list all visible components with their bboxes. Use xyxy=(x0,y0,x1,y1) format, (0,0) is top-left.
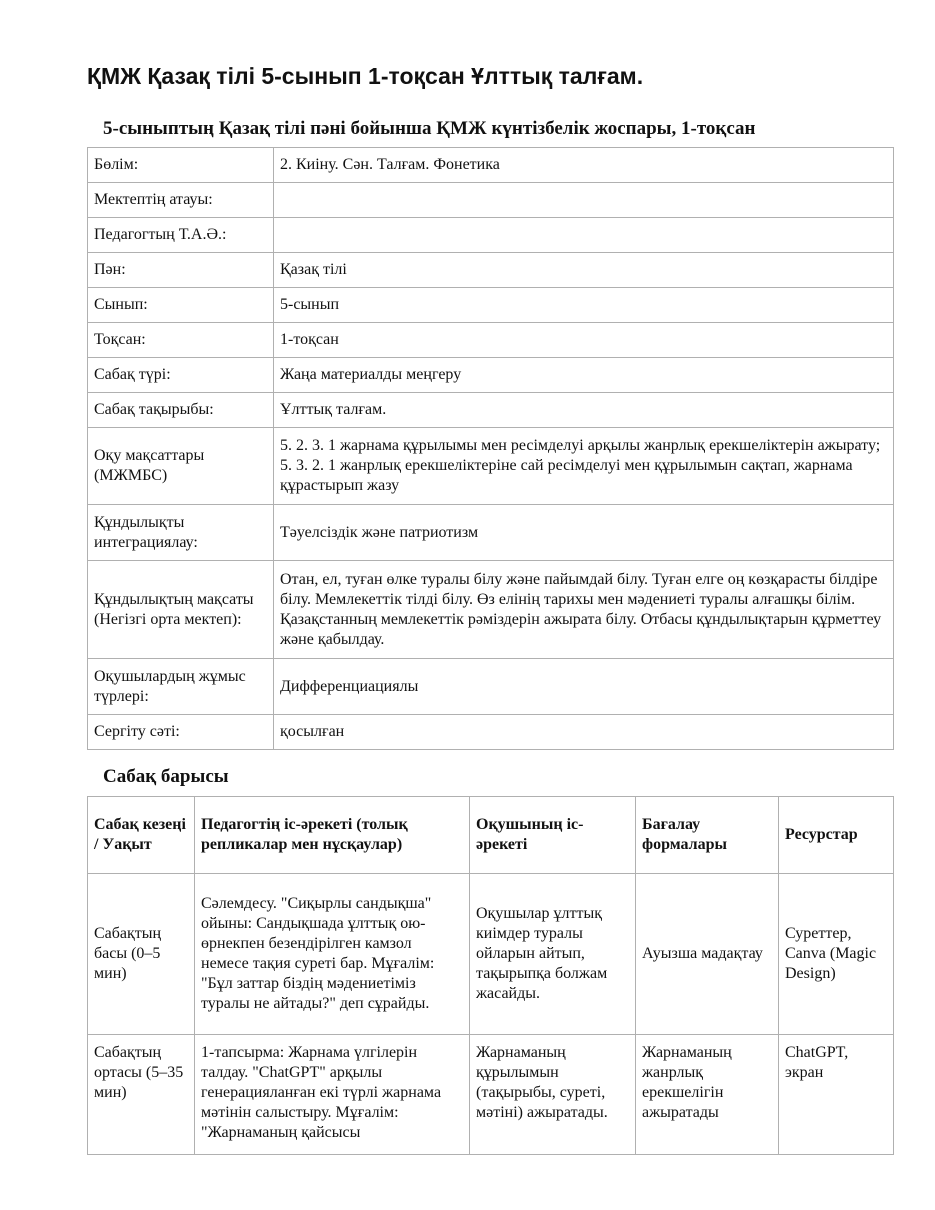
lesson-stage: Сабақтың ортасы (5–35 мин) xyxy=(88,1035,195,1155)
info-row xyxy=(88,148,894,183)
info-row xyxy=(88,393,894,428)
info-row xyxy=(88,253,894,288)
info-row xyxy=(88,358,894,393)
student-activity: Жарнаманың құрылымын (тақырыбы, суреті, мәтіні) ажыратады. xyxy=(470,1035,636,1155)
info-value: Қазақ тілі xyxy=(274,253,894,288)
assessment-form: Жарнаманың жанрлық ерекшелігін ажыратады xyxy=(636,1035,779,1155)
info-label: Оқу мақсаттары (МЖМБС) xyxy=(88,428,274,505)
info-row xyxy=(88,183,894,218)
info-value: 1-тоқсан xyxy=(274,323,894,358)
info-row xyxy=(88,659,894,715)
info-label: Сабақ түрі: xyxy=(88,358,274,393)
info-row xyxy=(88,505,894,561)
info-label: Мектептің атауы: xyxy=(88,183,274,218)
lesson-table xyxy=(87,796,894,1155)
info-label: Бөлім: xyxy=(88,148,274,183)
info-label: Сынып: xyxy=(88,288,274,323)
lesson-header-row xyxy=(88,797,894,874)
student-activity: Оқушылар ұлттық киімдер туралы ойларын айтып, тақырыпқа болжам жасайды. xyxy=(470,874,636,1035)
info-row xyxy=(88,428,894,505)
col-header-stage: Сабақ кезеңі / Уақыт xyxy=(88,797,195,874)
info-value: 2. Киіну. Сән. Талғам. Фонетика xyxy=(274,148,894,183)
info-row xyxy=(88,288,894,323)
info-row xyxy=(88,323,894,358)
lesson-stage: Сабақтың басы (0–5 мин) xyxy=(88,874,195,1035)
col-header-resources: Ресурстар xyxy=(779,797,894,874)
info-label: Педагогтың Т.А.Ә.: xyxy=(88,218,274,253)
info-value xyxy=(274,218,894,253)
lesson-heading: Сабақ барысы xyxy=(103,766,229,787)
info-value: 5-сынып xyxy=(274,288,894,323)
info-row xyxy=(88,218,894,253)
info-label: Сергіту сәті: xyxy=(88,715,274,750)
col-header-assessment: Бағалау формалары xyxy=(636,797,779,874)
info-value: Тәуелсіздік және патриотизм xyxy=(274,505,894,561)
info-row xyxy=(88,561,894,659)
info-value: Отан, ел, туған өлке туралы білу және пайымдай білу. Туған елге оң көзқарасты білдіре білу. Мемлекеттік тілді білу. Өз елінің тарихы мен мәдениеті туралы алғашқы білім. Қазақстанның мемлекеттік рәміздерін ажырата білу. Отбасы құндылықтарын құрметтеу және қабылдау. xyxy=(274,561,894,659)
col-header-student-activity: Оқушының іс-әрекеті xyxy=(470,797,636,874)
info-row xyxy=(88,715,894,750)
info-value: Дифференциациялы xyxy=(274,659,894,715)
page-title: ҚМЖ Қазақ тілі 5-сынып 1-тоқсан Ұлттық талғам. xyxy=(87,63,644,89)
lesson-row xyxy=(88,1035,894,1155)
info-label: Пән: xyxy=(88,253,274,288)
info-value: Жаңа материалды меңгеру xyxy=(274,358,894,393)
resources: Суреттер, Canva (Magic Design) xyxy=(779,874,894,1035)
info-label: Құндылықты интеграциялау: xyxy=(88,505,274,561)
lesson-row xyxy=(88,874,894,1035)
col-header-teacher-activity: Педагогтің іс-әрекеті (толық репликалар мен нұсқаулар) xyxy=(195,797,470,874)
plan-heading: 5-сыныптың Қазақ тілі пәні бойынша ҚМЖ күнтізбелік жоспары, 1-тоқсан xyxy=(103,118,756,139)
info-label: Тоқсан: xyxy=(88,323,274,358)
info-value: қосылған xyxy=(274,715,894,750)
info-value xyxy=(274,183,894,218)
teacher-activity: 1-тапсырма: Жарнама үлгілерін талдау. "ChatGPT" арқылы генерацияланған екі түрлі жарнама мәтінін салыстыру. Мұғалім: "Жарнаманың қайсысы xyxy=(195,1035,470,1155)
info-label: Оқушылардың жұмыс түрлері: xyxy=(88,659,274,715)
info-table xyxy=(87,147,894,750)
resources: ChatGPT, экран xyxy=(779,1035,894,1155)
info-label: Құндылықтың мақсаты (Негізгі орта мектеп): xyxy=(88,561,274,659)
info-value: Ұлттық талғам. xyxy=(274,393,894,428)
info-value: 5. 2. 3. 1 жарнама құрылымы мен ресімделуі арқылы жанрлық ерекшеліктерін ажырату; 5. 3. 2. 1 жанрлық ерекшеліктеріне сай ресімделуі мен құрылымын сақтап, жарнама құрастырып жазу xyxy=(274,428,894,505)
assessment-form: Ауызша мадақтау xyxy=(636,874,779,1035)
info-label: Сабақ тақырыбы: xyxy=(88,393,274,428)
teacher-activity: Сәлемдесу. "Сиқырлы сандықша" ойыны: Сандықшада ұлттық ою-өрнекпен безендірілген камзол немесе тақия суреті бар. Мұғалім: "Бұл заттар біздің мәдениетіміз туралы не айтады?" деп сұрайды. xyxy=(195,874,470,1035)
